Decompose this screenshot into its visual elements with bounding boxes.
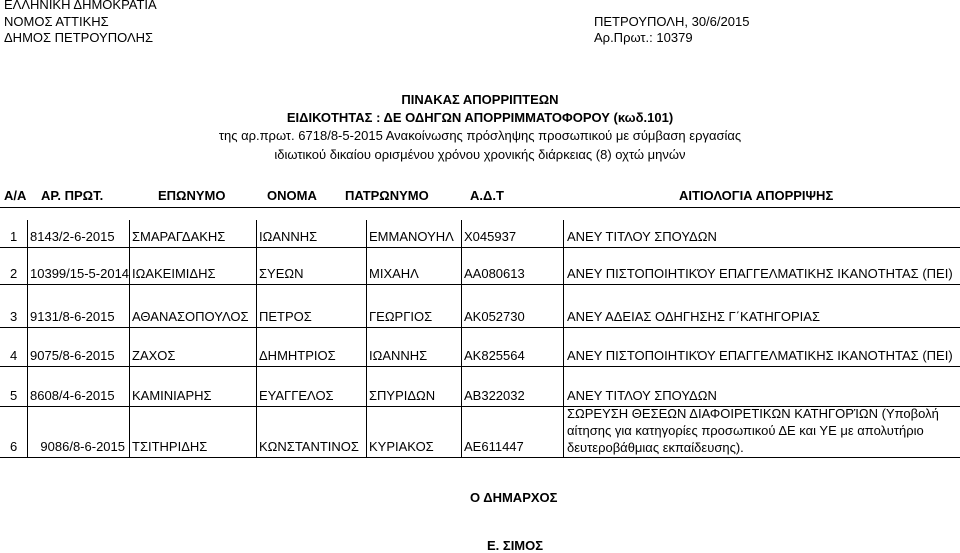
- row-protocol: 9086/8-6-2015: [40, 439, 125, 454]
- header-name: ΟΝΟΜΑ: [267, 188, 317, 203]
- row-aa: 3: [10, 309, 18, 324]
- header-father: ΠΑΤΡΩΝΥΜΟ: [345, 188, 429, 203]
- row-surname: ΣΜΑΡΑΓΔΑΚΗΣ: [132, 229, 226, 244]
- row-surname: ΑΘΑΝΑΣΟΠΟΥΛΟΣ: [132, 309, 249, 324]
- row-id: ΑΚ825564: [464, 348, 525, 363]
- row-name: ΕΥΑΓΓΕΛΟΣ: [259, 388, 334, 403]
- column-separator: [563, 220, 564, 458]
- row-name: ΠΕΤΡΟΣ: [259, 309, 312, 324]
- row-name: ΣΥΕΩΝ: [259, 266, 304, 281]
- row-aa: 2: [10, 266, 18, 281]
- row-id: Χ045937: [464, 229, 517, 244]
- row-father: ΕΜΜΑΝΟΥΗΛ: [369, 229, 454, 244]
- row-protocol: 9131/8-6-2015: [30, 309, 115, 324]
- row-divider: [0, 284, 960, 285]
- republic-label: ΕΛΛΗΝΙΚΗ ΔΗΜΟΚΡΑΤΙΑ: [4, 0, 157, 12]
- header-aa: Α/Α: [4, 188, 27, 203]
- row-reason: ΑΝΕΥ ΤΙΤΛΟΥ ΣΠΟΥΔΩΝ: [567, 388, 717, 403]
- row-id: ΑΑ080613: [464, 266, 525, 281]
- row-father: ΚΥΡΙΑΚΟΣ: [369, 439, 434, 454]
- row-reason: ΑΝΕΥ ΑΔΕΙΑΣ ΟΔΗΓΗΣΗΣ Γ΄ΚΑΤΗΓΟΡΙΑΣ: [567, 309, 821, 324]
- row-protocol: 10399/15-5-2014: [30, 266, 130, 281]
- header-id: Α.Δ.Τ: [470, 188, 504, 203]
- place-date: ΠΕΤΡΟΥΠΟΛΗ, 30/6/2015: [594, 14, 750, 29]
- row-father: ΙΩΑΝΝΗΣ: [369, 348, 428, 363]
- announcement-line: της αρ.πρωτ. 6718/8-5-2015 Ανακοίνωσης πρόσληψης προσωπικού με σύμβαση εργασίας: [218, 128, 742, 143]
- row-aa: 5: [10, 388, 18, 403]
- row-reason: ΑΝΕΥ ΠΙΣΤΟΠΟΙΗΤΙΚΌΥ ΕΠΑΓΓΕΛΜΑΤΙΚΗΣ ΙΚΑΝΟΤΗΤΑΣ (ΠΕΙ): [567, 348, 953, 363]
- specialty-title: ΕΙΔΙΚΟΤΗΤΑΣ : ΔΕ ΟΔΗΓΩΝ ΑΠΟΡΡΙΜΜΑΤΟΦΟΡΟΥ (κωδ.101): [286, 110, 674, 125]
- header-divider: [0, 207, 960, 208]
- row-aa: 6: [10, 439, 18, 454]
- row-id: ΑΒ322032: [464, 388, 525, 403]
- row-name: ΚΩΝΣΤΑΝΤΙΝΟΣ: [259, 439, 359, 454]
- protocol-number: Αρ.Πρωτ.: 10379: [594, 30, 693, 45]
- row-name: ΙΩΑΝΝΗΣ: [259, 229, 318, 244]
- row-surname: ΚΑΜΙΝΙΑΡΗΣ: [132, 388, 212, 403]
- row-reason: ΑΝΕΥ ΠΙΣΤΟΠΟΙΗΤΙΚΌΥ ΕΠΑΓΓΕΛΜΑΤΙΚΗΣ ΙΚΑΝΟΤΗΤΑΣ (ΠΕΙ): [567, 266, 953, 281]
- row-aa: 4: [10, 348, 18, 363]
- row-divider: [0, 247, 960, 248]
- row-divider: [0, 327, 960, 328]
- municipality-label: ΔΗΜΟΣ ΠΕΤΡΟΥΠΟΛΗΣ: [4, 30, 154, 45]
- column-separator: [129, 220, 130, 458]
- row-protocol: 8608/4-6-2015: [30, 388, 115, 403]
- row-reason: ΣΩΡΕΥΣΗ ΘΕΣΕΩΝ ΔΙΑΦΟΙΡΕΤΙΚΩΝ ΚΑΤΗΓΟΡΊΩΝ (Υποβολή αίτησης για κατηγορίες προσωπικού ΔΕ και ΥΕ με απολυτήριο δευτεροβάθμιας εκπαίδευσης).: [567, 406, 939, 455]
- header-surname: ΕΠΩΝΥΜΟ: [158, 188, 226, 203]
- row-divider: [0, 366, 960, 367]
- row-surname: ΖΑΧΟΣ: [132, 348, 176, 363]
- column-separator: [461, 220, 462, 458]
- row-id: ΑΕ611447: [464, 439, 524, 454]
- row-reason: ΑΝΕΥ ΤΙΤΛΟΥ ΣΠΟΥΔΩΝ: [567, 229, 717, 244]
- row-aa: 1: [10, 229, 18, 244]
- row-surname: ΙΩΑΚΕΙΜΙΔΗΣ: [132, 266, 216, 281]
- contract-line: ιδιωτικού δικαίου ορισμένου χρόνου χρονικής διάρκειας (8) οχτώ μηνών: [274, 147, 686, 162]
- header-protocol: ΑΡ. ΠΡΩΤ.: [41, 188, 104, 203]
- header-reason: ΑΙΤΙΟΛΟΓΙΑ ΑΠΟΡΡΙΨΗΣ: [679, 188, 834, 203]
- row-protocol: 9075/8-6-2015: [30, 348, 115, 363]
- row-surname: ΤΣΙΤΗΡΙΔΗΣ: [132, 439, 208, 454]
- column-separator: [27, 220, 28, 458]
- row-name: ΔΗΜΗΤΡΙΟΣ: [259, 348, 336, 363]
- prefecture-label: ΝΟΜΟΣ ΑΤΤΙΚΗΣ: [4, 14, 109, 29]
- table-bottom-border: [0, 457, 960, 458]
- row-father: ΓΕΩΡΓΙΟΣ: [369, 309, 433, 324]
- row-father: ΜΙΧΑΗΛ: [369, 266, 419, 281]
- signatory-role: Ο ΔΗΜΑΡΧΟΣ: [470, 490, 558, 505]
- row-protocol: 8143/2-6-2015: [30, 229, 115, 244]
- column-separator: [256, 220, 257, 458]
- column-separator: [366, 220, 367, 458]
- document-title: ΠΙΝΑΚΑΣ ΑΠΟΡΡΙΠΤΕΩΝ: [401, 92, 559, 107]
- signatory-name: Ε. ΣΙΜΟΣ: [487, 538, 544, 553]
- row-father: ΣΠΥΡΙΔΩΝ: [369, 388, 436, 403]
- row-id: ΑΚ052730: [464, 309, 525, 324]
